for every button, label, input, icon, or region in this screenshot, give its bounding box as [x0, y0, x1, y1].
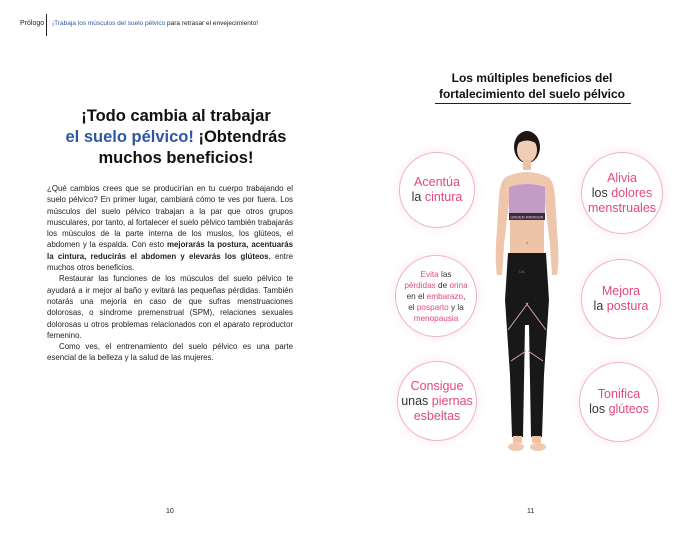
benefit-circle-waist — [399, 152, 475, 228]
benefit-leaks-text — [404, 269, 467, 324]
benefit-leaks-postpartum: posparto — [416, 302, 449, 312]
woman-figure-image — [486, 125, 568, 455]
benefit-waist-text — [412, 175, 463, 205]
benefit-circle-posture — [581, 259, 661, 339]
benefit-leaks-pregnancy: embarazo — [426, 291, 464, 301]
benefit-legs-text — [401, 379, 473, 424]
benefit-legs-adjective: esbeltas — [413, 408, 461, 423]
benefit-posture-verb: Mejora — [601, 284, 641, 298]
benefit-waist-article: la — [411, 190, 425, 204]
headline-line-3: muchos beneficios! — [98, 149, 254, 167]
paragraph-1-bold: mejorarás la postura, acentuarás la cintura, reducirás el abdomen y elevarás los glúteos — [47, 240, 293, 261]
benefit-posture-article: la — [593, 299, 607, 313]
title-underline — [435, 103, 631, 104]
benefit-circle-glutes — [579, 362, 659, 442]
paragraph-1-intro: ¿Qué cambios crees que se producirían en tu cuerpo trabajando el suelo pélvico? En primer lugar, cambiará cómo te ves por fuera. Los músculos del suelo pélvico trabajan a la par que otros grupos musculares, por tanto, al fortalecer el suelo pélvico también trabajarás los músculos de la parte interna de los muslos, los glúteos, el abdomen y la espalda. Con esto — [47, 184, 293, 250]
header-divider — [46, 14, 47, 36]
benefit-glutes-noun: glúteos — [608, 402, 649, 416]
chapter-label: Prólogo — [20, 20, 45, 27]
benefit-leaks-and: y la — [448, 302, 464, 312]
benefit-waist-noun: cintura — [424, 190, 463, 204]
legging-logo-text: UA — [519, 269, 525, 274]
benefit-leaks-comma: , — [463, 291, 466, 301]
headline-line-2 — [50, 127, 302, 148]
bra-band-text: UNDER ARMOUR — [510, 214, 544, 220]
benefit-menstrual-text — [588, 171, 656, 216]
headline-highlight: el suelo pélvico! — [65, 128, 194, 146]
benefit-leaks-in: en el — [406, 291, 427, 301]
benefit-leaks-article: las — [438, 269, 452, 279]
benefit-legs-noun: piernas — [431, 393, 473, 408]
page-number-right: 11 — [527, 508, 535, 515]
paragraph-1 — [47, 183, 293, 273]
benefit-glutes-article: los — [589, 402, 609, 416]
benefit-circle-legs — [397, 361, 477, 441]
running-header — [52, 20, 258, 27]
benefit-posture-text — [594, 284, 649, 314]
benefit-menstrual-adjective: menstruales — [587, 200, 657, 215]
benefit-legs-verb: Consigue — [410, 378, 464, 393]
benefit-menstrual-verb: Alivia — [607, 170, 637, 185]
benefit-glutes-verb: Tonifica — [597, 387, 641, 401]
benefit-posture-noun: postura — [606, 299, 649, 313]
benefit-leaks-prep: de — [435, 280, 450, 290]
benefit-menstrual-article: los — [591, 185, 612, 200]
benefit-leaks-the: el — [408, 302, 417, 312]
benefits-title-line-1: Los múltiples beneficios del — [451, 71, 613, 85]
body-text — [47, 183, 293, 364]
page-headline — [50, 106, 302, 169]
benefits-title — [412, 70, 652, 102]
running-header-rest: para retrasar el envejecimiento! — [165, 20, 259, 27]
page-number-left: 10 — [166, 508, 174, 515]
benefits-title-line-2: fortalecimiento del suelo pélvico — [438, 87, 626, 101]
paragraph-3: Como ves, el entrenamiento del suelo pélvico es una parte esencial de la belleza y la salud de las mujeres. — [47, 342, 293, 363]
headline-line-1: ¡Todo cambia al trabajar — [81, 107, 271, 125]
running-header-highlight: ¡Trabaja los músculos del suelo pélvico — [52, 20, 166, 27]
paragraph-2: Restaurar las funciones de los músculos del suelo pélvico te ayudará a ir mejor al baño y evitará las pequeñas pérdidas. También notarás una mejoría en caso de que sufras menstruaciones dolorosas, o síndrome premenstrual (SPM), relaciones sexuales dolorosas u otros problemas relacionados con el aparato reproductor femenino. — [47, 274, 293, 340]
benefit-circle-menstrual — [581, 152, 663, 234]
benefit-leaks-noun: pérdidas — [404, 280, 436, 290]
benefit-menstrual-noun: dolores — [611, 185, 653, 200]
benefit-circle-leaks — [395, 255, 477, 337]
benefit-waist-verb: Acentúa — [414, 175, 460, 189]
benefit-leaks-verb: Evita — [420, 269, 439, 279]
benefit-glutes-text — [589, 387, 649, 417]
benefit-leaks-urine: orina — [449, 280, 468, 290]
paragraph-1-end: , entre muchos otros beneficios. — [47, 251, 293, 273]
headline-line-2-rest: ¡Obtendrás — [193, 128, 287, 146]
benefit-legs-article: unas — [401, 393, 432, 408]
benefit-leaks-menopause: menopausia — [413, 313, 459, 323]
